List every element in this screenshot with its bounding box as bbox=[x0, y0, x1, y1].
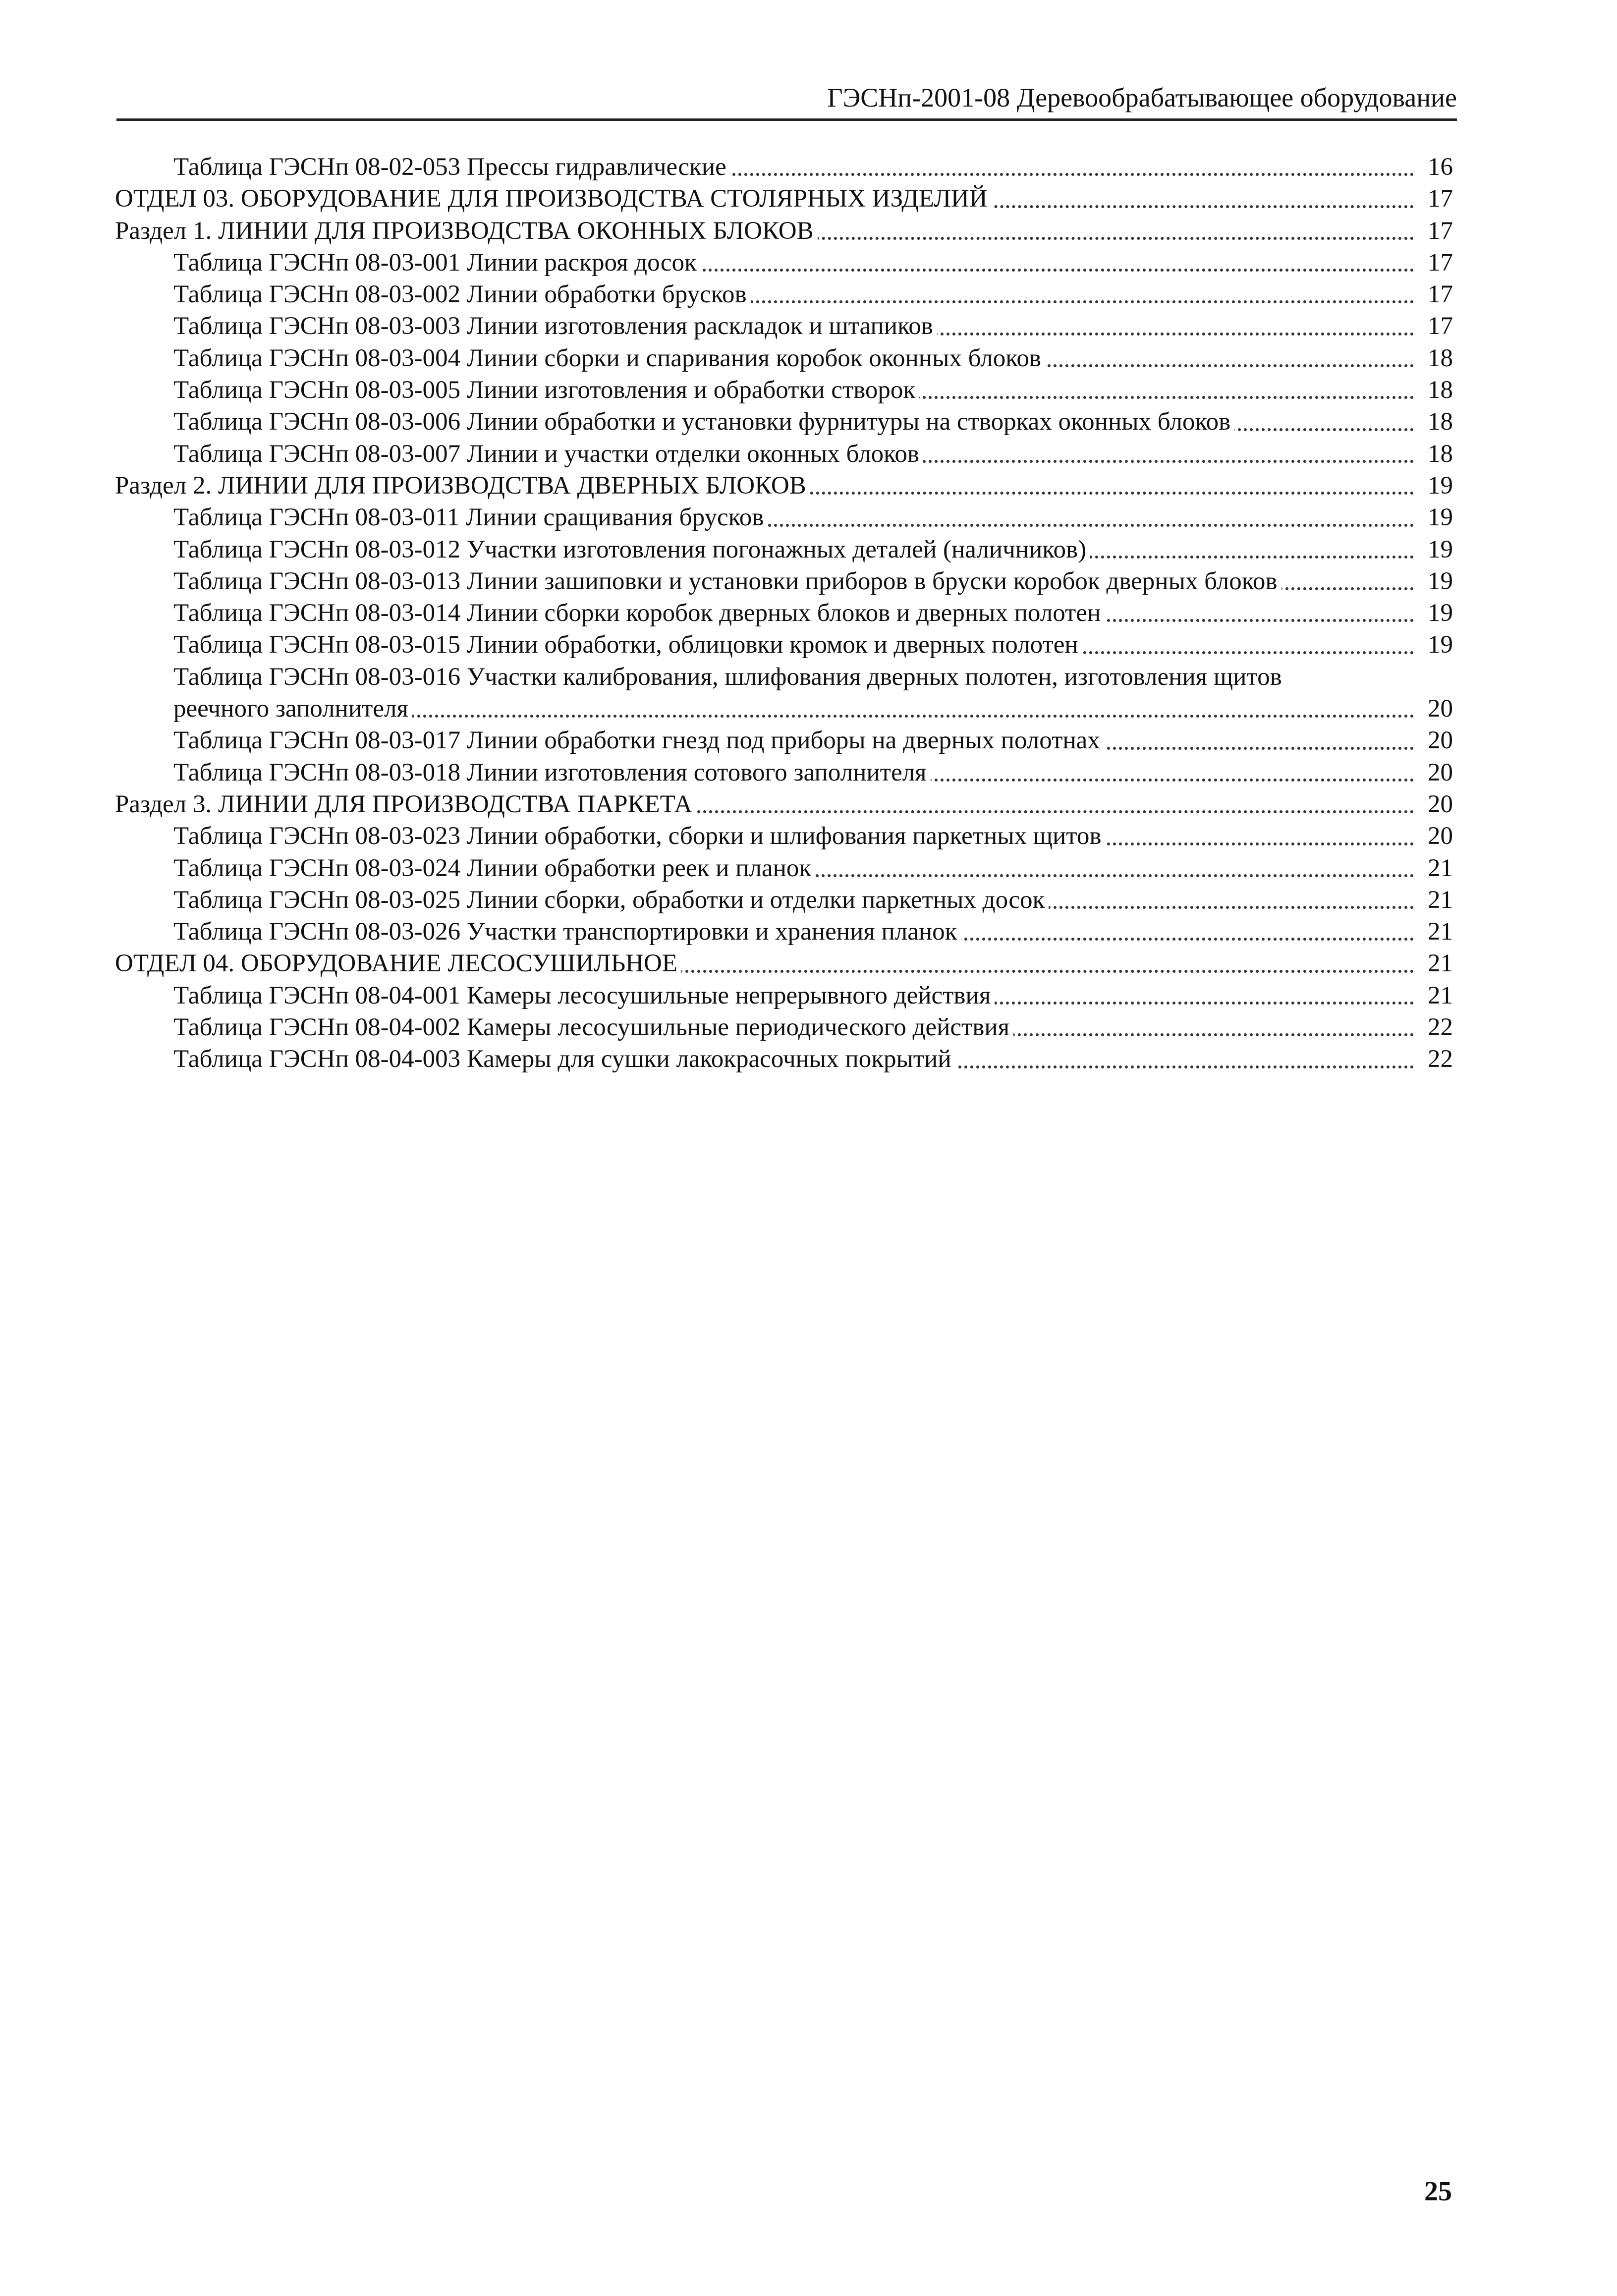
toc-entry-title: Таблица ГЭСНп 08-03-003 Линии изготовления раскладок и штапиков bbox=[173, 310, 937, 342]
toc-entry-title: Таблица ГЭСНп 08-03-005 Линии изготовления и обработки створок bbox=[173, 374, 919, 406]
toc-entry-title: Таблица ГЭСНп 08-03-002 Линии обработки брусков bbox=[173, 279, 751, 310]
toc-entry-title: Таблица ГЭСНп 08-03-006 Линии обработки и установки фурнитуры на створках оконных блоков bbox=[173, 406, 1234, 438]
toc-table-entry[interactable] bbox=[115, 725, 1453, 756]
toc-entry-page: 18 bbox=[1416, 406, 1453, 438]
toc-entry-page: 17 bbox=[1416, 215, 1453, 247]
toc-entry-page: 21 bbox=[1416, 980, 1453, 1011]
toc-entry-page: 17 bbox=[1416, 247, 1453, 279]
toc-entry-title: Таблица ГЭСНп 08-04-001 Камеры лесосушильные непрерывного действия bbox=[173, 980, 995, 1011]
header-title: ГЭСНп-2001-08 Деревообрабатывающее оборудование bbox=[827, 83, 1457, 112]
toc-table-entry[interactable] bbox=[115, 565, 1453, 597]
toc-table-entry[interactable] bbox=[115, 374, 1453, 406]
toc-table-entry[interactable] bbox=[115, 916, 1453, 948]
toc-entry-page: 19 bbox=[1416, 534, 1453, 565]
toc-entry-title: Таблица ГЭСНп 08-03-014 Линии сборки коробок дверных блоков и дверных полотен bbox=[173, 597, 1105, 629]
toc-entry-page: 21 bbox=[1416, 884, 1453, 916]
toc-entry-title: Таблица ГЭСНп 08-03-017 Линии обработки гнезд под приборы на дверных полотнах bbox=[173, 725, 1104, 756]
toc-table-entry[interactable] bbox=[115, 629, 1453, 661]
toc-table-entry[interactable] bbox=[115, 661, 1453, 725]
toc-entry-title: Таблица ГЭСНп 08-03-013 Линии зашиповки и установки приборов в бруски коробок дверных блоков bbox=[173, 565, 1282, 597]
toc-entry-page: 19 bbox=[1416, 502, 1453, 533]
table-of-contents bbox=[115, 151, 1453, 1075]
toc-entry-page: 19 bbox=[1416, 470, 1453, 502]
toc-entry-title: Таблица ГЭСНп 08-03-015 Линии обработки, облицовки кромок и дверных полотен bbox=[173, 629, 1082, 661]
toc-entry-page: 20 bbox=[1416, 693, 1453, 725]
toc-section-entry[interactable] bbox=[115, 183, 1453, 215]
toc-table-entry[interactable] bbox=[115, 151, 1453, 183]
toc-entry-title: Таблица ГЭСНп 08-03-011 Линии сращивания брусков bbox=[173, 502, 768, 533]
toc-entry-title: Таблица ГЭСНп 08-03-025 Линии сборки, обработки и отделки паркетных досок bbox=[173, 884, 1049, 916]
toc-entry-title: Таблица ГЭСНп 08-04-002 Камеры лесосушильные периодического действия bbox=[173, 1011, 1013, 1043]
toc-table-entry[interactable] bbox=[115, 310, 1453, 342]
toc-table-entry[interactable] bbox=[115, 1011, 1453, 1043]
toc-entry-page: 22 bbox=[1416, 1011, 1453, 1043]
toc-entry-title: ОТДЕЛ 03. ОБОРУДОВАНИЕ ДЛЯ ПРОИЗВОДСТВА СТОЛЯРНЫХ ИЗДЕЛИЙ bbox=[115, 183, 992, 215]
toc-section-entry[interactable] bbox=[115, 948, 1453, 979]
toc-entry-page: 17 bbox=[1416, 310, 1453, 342]
toc-section-entry[interactable] bbox=[115, 470, 1453, 502]
toc-entry-title: Таблица ГЭСНп 08-04-003 Камеры для сушки лакокрасочных покрытий bbox=[173, 1043, 955, 1075]
toc-entry-page: 19 bbox=[1416, 565, 1453, 597]
toc-entry-title: Таблица ГЭСНп 08-03-023 Линии обработки, сборки и шлифования паркетных щитов bbox=[173, 820, 1106, 852]
toc-entry-title: Таблица ГЭСНп 08-03-016 Участки калибрования, шлифования дверных полотен, изготовления щитов bbox=[173, 663, 1282, 691]
toc-entry-continuation bbox=[173, 693, 1453, 725]
toc-table-entry[interactable] bbox=[115, 1043, 1453, 1075]
toc-table-entry[interactable] bbox=[115, 534, 1453, 565]
toc-table-entry[interactable] bbox=[115, 247, 1453, 279]
toc-entry-title: Раздел 3. ЛИНИИ ДЛЯ ПРОИЗВОДСТВА ПАРКЕТА bbox=[115, 788, 696, 820]
toc-entry-page: 18 bbox=[1416, 342, 1453, 374]
toc-entry-page: 17 bbox=[1416, 183, 1453, 215]
toc-entry-title: Таблица ГЭСНп 08-02-053 Прессы гидравлические bbox=[173, 151, 730, 183]
running-header bbox=[116, 77, 1457, 121]
toc-entry-title: Таблица ГЭСНп 08-03-001 Линии раскроя досок bbox=[173, 247, 701, 279]
toc-section-entry[interactable] bbox=[115, 788, 1453, 820]
toc-section-entry[interactable] bbox=[115, 215, 1453, 247]
toc-table-entry[interactable] bbox=[115, 852, 1453, 884]
toc-entry-title: Таблица ГЭСНп 08-03-007 Линии и участки отделки оконных блоков bbox=[173, 438, 923, 470]
toc-entry-page: 19 bbox=[1416, 629, 1453, 661]
toc-table-entry[interactable] bbox=[115, 279, 1453, 310]
page-number: 25 bbox=[1424, 2176, 1452, 2207]
toc-entry-page: 20 bbox=[1416, 725, 1453, 756]
toc-table-entry[interactable] bbox=[115, 502, 1453, 533]
toc-entry-page: 22 bbox=[1416, 1043, 1453, 1075]
toc-entry-title: Таблица ГЭСНп 08-03-012 Участки изготовления погонажных деталей (наличников) bbox=[173, 534, 1090, 565]
toc-table-entry[interactable] bbox=[115, 438, 1453, 470]
toc-entry-page: 21 bbox=[1416, 916, 1453, 948]
toc-table-entry[interactable] bbox=[115, 884, 1453, 916]
toc-table-entry[interactable] bbox=[115, 342, 1453, 374]
toc-entry-page: 21 bbox=[1416, 948, 1453, 979]
toc-entry-title: Таблица ГЭСНп 08-03-026 Участки транспортировки и хранения планок bbox=[173, 916, 961, 948]
toc-entry-page: 18 bbox=[1416, 438, 1453, 470]
toc-entry-page: 17 bbox=[1416, 279, 1453, 310]
toc-entry-title: Раздел 2. ЛИНИИ ДЛЯ ПРОИЗВОДСТВА ДВЕРНЫХ БЛОКОВ bbox=[115, 470, 810, 502]
toc-entry-page: 16 bbox=[1416, 151, 1453, 183]
toc-entry-title-continuation: реечного заполнителя bbox=[173, 693, 412, 725]
toc-table-entry[interactable] bbox=[115, 757, 1453, 788]
toc-entry-page: 21 bbox=[1416, 852, 1453, 884]
toc-table-entry[interactable] bbox=[115, 980, 1453, 1011]
toc-entry-title: Раздел 1. ЛИНИИ ДЛЯ ПРОИЗВОДСТВА ОКОННЫХ БЛОКОВ bbox=[115, 215, 818, 247]
toc-entry-title: Таблица ГЭСНп 08-03-018 Линии изготовления сотового заполнителя bbox=[173, 757, 931, 788]
toc-entry-page: 20 bbox=[1416, 757, 1453, 788]
toc-entry-page: 19 bbox=[1416, 597, 1453, 629]
toc-table-entry[interactable] bbox=[115, 597, 1453, 629]
toc-table-entry[interactable] bbox=[115, 820, 1453, 852]
toc-entry-page: 18 bbox=[1416, 374, 1453, 406]
toc-entry-title: ОТДЕЛ 04. ОБОРУДОВАНИЕ ЛЕСОСУШИЛЬНОЕ bbox=[115, 948, 681, 979]
toc-entry-title: Таблица ГЭСНп 08-03-004 Линии сборки и спаривания коробок оконных блоков bbox=[173, 342, 1045, 374]
toc-entry-page: 20 bbox=[1416, 788, 1453, 820]
toc-entry-title: Таблица ГЭСНп 08-03-024 Линии обработки реек и планок bbox=[173, 852, 815, 884]
toc-entry-page: 20 bbox=[1416, 820, 1453, 852]
toc-table-entry[interactable] bbox=[115, 406, 1453, 438]
